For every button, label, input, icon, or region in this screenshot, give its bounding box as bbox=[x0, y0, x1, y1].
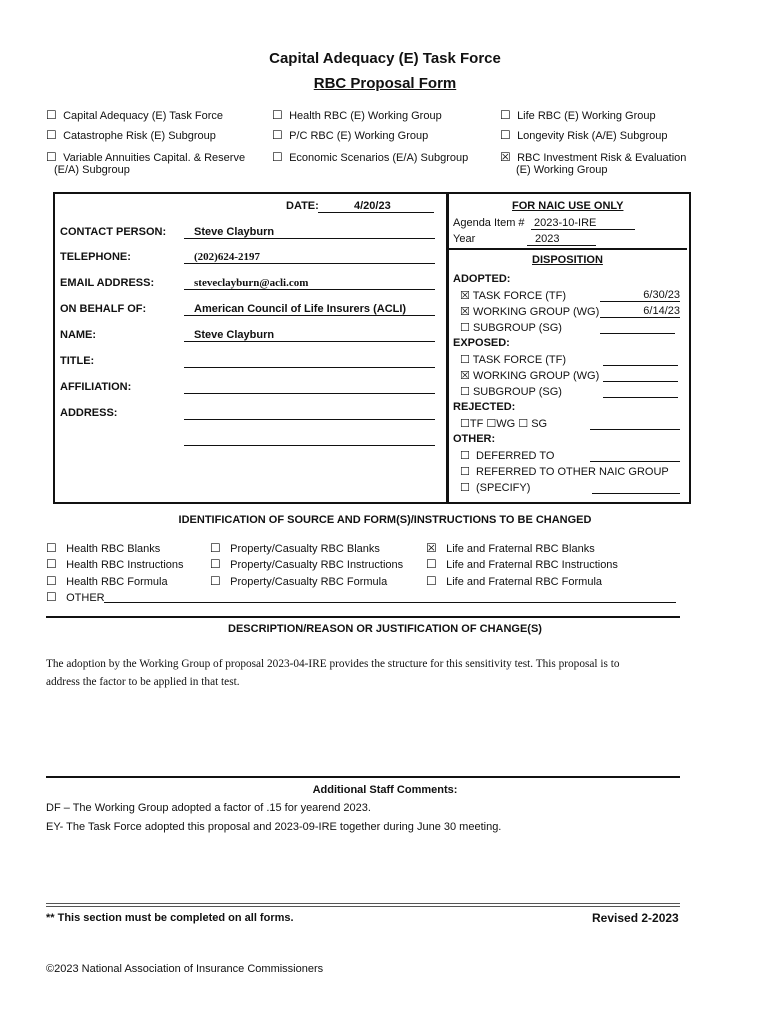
revised-label: Revised 2-2023 bbox=[592, 911, 679, 925]
deferred-field[interactable] bbox=[590, 449, 680, 462]
checked-box-icon[interactable]: ☒ bbox=[426, 541, 437, 555]
footer-note: ** This section must be completed on all forms. bbox=[46, 912, 294, 924]
checkbox-icon[interactable]: ☐ bbox=[46, 541, 57, 555]
checkbox-icon[interactable]: ☐ bbox=[46, 108, 57, 122]
naic-divider bbox=[448, 248, 687, 250]
checkbox-icon[interactable]: ☐ bbox=[426, 557, 437, 571]
checked-box-icon[interactable]: ☒ bbox=[500, 150, 511, 164]
exposed-sg[interactable]: ☐ SUBGROUP (SG) bbox=[460, 386, 562, 398]
checkbox-icon[interactable]: ☐ bbox=[460, 322, 470, 334]
life-rbc-instructions[interactable]: ☐ Life and Fraternal RBC Instructions bbox=[426, 557, 618, 571]
telephone-field[interactable]: (202)624-2197 bbox=[184, 251, 435, 264]
checkbox-icon[interactable]: ☐ bbox=[486, 418, 497, 430]
affiliation-field[interactable] bbox=[184, 380, 435, 394]
specify-field[interactable] bbox=[592, 481, 680, 494]
health-rbc-instructions[interactable]: ☐ Health RBC Instructions bbox=[46, 557, 184, 571]
checkbox-icon[interactable]: ☐ bbox=[518, 418, 529, 430]
group-economic-scenarios[interactable]: ☐ Economic Scenarios (E/A) Subgroup bbox=[272, 150, 469, 164]
exposed-wg[interactable]: ☒ WORKING GROUP (WG) bbox=[460, 370, 600, 382]
checkbox-icon[interactable]: ☐ bbox=[460, 466, 470, 478]
title-label: TITLE: bbox=[60, 355, 95, 367]
email-label: EMAIL ADDRESS: bbox=[60, 277, 155, 289]
staff-comment-2: EY- The Task Force adopted this proposal and 2023-09-IRE together during June 30 meeting. bbox=[46, 821, 502, 833]
checkbox-icon[interactable]: ☐ bbox=[46, 150, 57, 164]
other-specify[interactable]: ☐ (SPECIFY) bbox=[460, 482, 531, 494]
adopted-tf-date[interactable]: 6/30/23 bbox=[600, 289, 680, 302]
divider bbox=[46, 906, 680, 907]
divider bbox=[46, 903, 680, 904]
checkbox-icon[interactable]: ☐ bbox=[210, 574, 221, 588]
group-life-rbc[interactable]: ☐ Life RBC (E) Working Group bbox=[500, 108, 656, 122]
group-pc-rbc[interactable]: ☐ P/C RBC (E) Working Group bbox=[272, 128, 429, 142]
staff-heading: Additional Staff Comments: bbox=[312, 784, 458, 796]
divider bbox=[46, 776, 680, 778]
adopted-label: ADOPTED: bbox=[453, 273, 511, 285]
other-deferred[interactable]: ☐ DEFERRED TO bbox=[460, 450, 555, 462]
agenda-field[interactable]: 2023-10-IRE bbox=[531, 217, 635, 230]
contact-person-field[interactable]: Steve Clayburn bbox=[184, 226, 435, 239]
health-rbc-blanks[interactable]: ☐ Health RBC Blanks bbox=[46, 541, 161, 555]
address-label: ADDRESS: bbox=[60, 407, 118, 419]
checked-box-icon[interactable]: ☒ bbox=[460, 306, 470, 318]
group-variable-annuities[interactable]: ☐ Variable Annuities Capital. & Reserve (E/A) Subgroup bbox=[46, 150, 246, 176]
other-label: OTHER: bbox=[453, 433, 496, 445]
exposed-tf-date[interactable] bbox=[603, 353, 678, 366]
description-heading: DESCRIPTION/REASON OR JUSTIFICATION OF CHANGE(S) bbox=[228, 623, 542, 635]
name-field[interactable]: Steve Clayburn bbox=[184, 329, 435, 342]
checkbox-icon[interactable]: ☐ bbox=[460, 418, 470, 430]
checkbox-icon[interactable]: ☐ bbox=[46, 574, 57, 588]
other-source-field[interactable] bbox=[104, 590, 676, 603]
identification-heading: IDENTIFICATION OF SOURCE AND FORM(S)/INSTRUCTIONS TO BE CHANGED bbox=[178, 514, 592, 526]
description-line2: address the factor to be applied in that test. bbox=[46, 676, 240, 688]
checkbox-icon[interactable]: ☐ bbox=[460, 482, 470, 494]
adopted-sg[interactable]: ☐ SUBGROUP (SG) bbox=[460, 322, 562, 334]
disposition-heading: DISPOSITION bbox=[532, 254, 603, 266]
rejected-date[interactable] bbox=[590, 417, 680, 430]
staff-comment-1: DF – The Working Group adopted a factor of .15 for yearend 2023. bbox=[46, 802, 371, 814]
group-catastrophe[interactable]: ☐ Catastrophe Risk (E) Subgroup bbox=[46, 128, 216, 142]
naic-heading: FOR NAIC USE ONLY bbox=[512, 200, 624, 212]
other-referred[interactable]: ☐ REFERRED TO OTHER NAIC GROUP bbox=[460, 466, 669, 478]
checkbox-icon[interactable]: ☐ bbox=[500, 108, 511, 122]
exposed-tf[interactable]: ☐ TASK FORCE (TF) bbox=[460, 354, 567, 366]
life-rbc-formula[interactable]: ☐ Life and Fraternal RBC Formula bbox=[426, 574, 603, 588]
checkbox-icon[interactable]: ☐ bbox=[500, 128, 511, 142]
exposed-wg-date[interactable] bbox=[603, 369, 678, 382]
checkbox-icon[interactable]: ☐ bbox=[210, 557, 221, 571]
description-line1: The adoption by the Working Group of proposal 2023-04-IRE provides the structure for this sensitivity test. This proposal is to bbox=[46, 658, 620, 670]
email-field[interactable]: steveclayburn@acli.com bbox=[184, 277, 435, 290]
contact-person-label: CONTACT PERSON: bbox=[60, 226, 167, 238]
checkbox-icon[interactable]: ☐ bbox=[426, 574, 437, 588]
copyright: ©2023 National Association of Insurance Commissioners bbox=[46, 963, 324, 975]
date-label: DATE: bbox=[286, 200, 319, 212]
adopted-wg-date[interactable]: 6/14/23 bbox=[600, 305, 680, 318]
address-field-line2[interactable] bbox=[184, 432, 435, 446]
rejected-options[interactable]: ☐TF ☐WG ☐ SG bbox=[460, 418, 548, 430]
group-rbc-investment[interactable]: ☒ RBC Investment Risk & Evaluation (E) Working Group bbox=[500, 150, 687, 176]
checkbox-icon[interactable]: ☐ bbox=[272, 150, 283, 164]
checkbox-icon[interactable]: ☐ bbox=[460, 386, 470, 398]
date-field[interactable]: 4/20/23 bbox=[318, 200, 434, 213]
affiliation-label: AFFILIATION: bbox=[60, 381, 132, 393]
pc-rbc-formula[interactable]: ☐ Property/Casualty RBC Formula bbox=[210, 574, 388, 588]
life-rbc-blanks[interactable]: ☒ Life and Fraternal RBC Blanks bbox=[426, 541, 595, 555]
year-label: Year bbox=[453, 233, 476, 245]
checked-box-icon[interactable]: ☒ bbox=[460, 290, 470, 302]
agenda-label: Agenda Item # bbox=[453, 217, 525, 229]
group-longevity[interactable]: ☐ Longevity Risk (A/E) Subgroup bbox=[500, 128, 668, 142]
pc-rbc-instructions[interactable]: ☐ Property/Casualty RBC Instructions bbox=[210, 557, 404, 571]
year-field[interactable]: 2023 bbox=[527, 233, 596, 246]
address-field-line1[interactable] bbox=[184, 406, 435, 420]
exposed-label: EXPOSED: bbox=[453, 337, 510, 349]
checkbox-icon[interactable]: ☐ bbox=[272, 108, 283, 122]
form-subtitle: RBC Proposal Form bbox=[313, 75, 457, 92]
checked-box-icon[interactable]: ☒ bbox=[460, 370, 470, 382]
checkbox-icon[interactable]: ☐ bbox=[46, 590, 57, 604]
pc-rbc-blanks[interactable]: ☐ Property/Casualty RBC Blanks bbox=[210, 541, 380, 555]
health-rbc-formula[interactable]: ☐ Health RBC Formula bbox=[46, 574, 168, 588]
telephone-label: TELEPHONE: bbox=[60, 251, 131, 263]
checkbox-icon[interactable]: ☐ bbox=[460, 450, 470, 462]
adopted-tf[interactable]: ☒ TASK FORCE (TF) bbox=[460, 290, 567, 302]
other-source[interactable]: ☐ OTHER bbox=[46, 590, 105, 604]
title-field[interactable] bbox=[184, 354, 435, 368]
form-title: Capital Adequacy (E) Task Force bbox=[269, 50, 501, 67]
divider bbox=[46, 616, 680, 618]
group-capital-adequacy[interactable]: ☐ Capital Adequacy (E) Task Force bbox=[46, 108, 224, 122]
rejected-label: REJECTED: bbox=[453, 401, 516, 413]
group-health-rbc[interactable]: ☐ Health RBC (E) Working Group bbox=[272, 108, 442, 122]
name-label: NAME: bbox=[60, 329, 97, 341]
checkbox-icon[interactable]: ☐ bbox=[210, 541, 221, 555]
checkbox-icon[interactable]: ☐ bbox=[46, 128, 57, 142]
exposed-sg-date[interactable] bbox=[603, 385, 678, 398]
adopted-sg-date[interactable] bbox=[600, 321, 675, 334]
adopted-wg[interactable]: ☒ WORKING GROUP (WG) bbox=[460, 306, 600, 318]
checkbox-icon[interactable]: ☐ bbox=[460, 354, 470, 366]
checkbox-icon[interactable]: ☐ bbox=[272, 128, 283, 142]
on-behalf-field[interactable]: American Council of Life Insurers (ACLI) bbox=[184, 303, 435, 316]
on-behalf-label: ON BEHALF OF: bbox=[60, 303, 147, 315]
checkbox-icon[interactable]: ☐ bbox=[46, 557, 57, 571]
